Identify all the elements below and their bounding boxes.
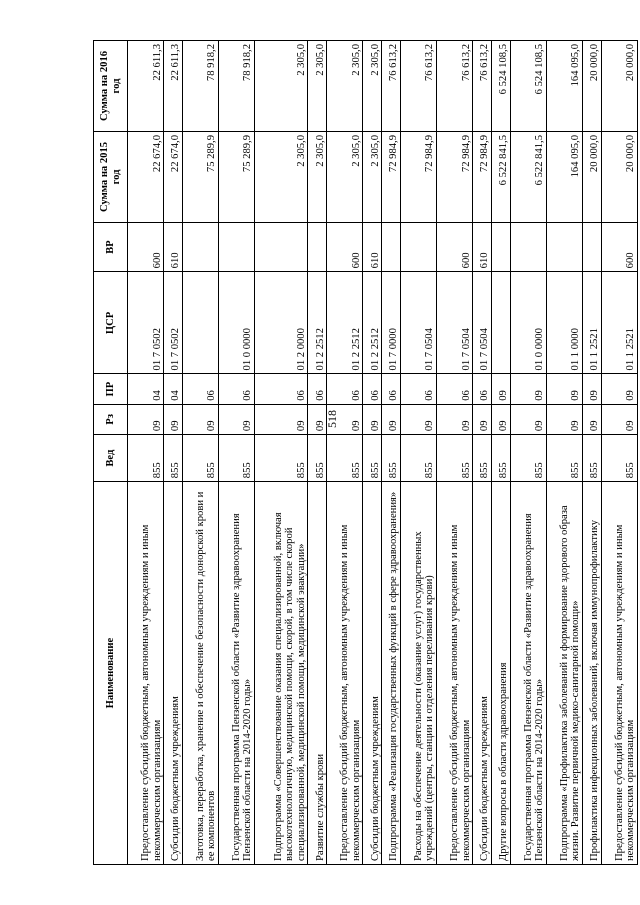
cell-csr: 01 2 0000	[255, 272, 308, 374]
cell-rz: 09	[308, 404, 327, 434]
cell-rz: 09	[327, 404, 363, 434]
cell-rz: 09	[491, 404, 510, 434]
cell-name: Предоставление субсидий бюджетным, автономным учреждениям и иным некоммерческим организациям	[437, 482, 473, 865]
cell-ved: 855	[546, 435, 582, 482]
cell-vr	[491, 222, 510, 271]
cell-sum-2016: 2 305,0	[327, 41, 363, 132]
cell-ved: 855	[255, 435, 308, 482]
cell-rz: 09	[164, 404, 183, 434]
cell-rz: 09	[582, 404, 601, 434]
cell-vr: 610	[164, 222, 183, 271]
cell-sum-2016: 2 305,0	[363, 41, 382, 132]
cell-name: Субсидии бюджетным учреждениям	[363, 482, 382, 865]
cell-rz: 09	[128, 404, 164, 434]
cell-sum-2015: 75 289,9	[182, 132, 218, 223]
cell-ved: 855	[218, 435, 254, 482]
cell-sum-2015: 72 984,9	[437, 132, 473, 223]
cell-name: Заготовка, переработка, хранение и обеспечение безопасности донорской крови и ее компонентов	[182, 482, 218, 865]
cell-sum-2016: 22 611,3	[128, 41, 164, 132]
cell-sum-2015: 75 289,9	[218, 132, 254, 223]
cell-vr: 600	[437, 222, 473, 271]
cell-sum-2016: 78 918,2	[182, 41, 218, 132]
cell-ved: 855	[400, 435, 436, 482]
cell-name: Предоставление субсидий бюджетным, автономным учреждениям и иным некоммерческим организациям	[128, 482, 164, 865]
cell-ved: 855	[182, 435, 218, 482]
cell-sum-2016: 2 305,0	[255, 41, 308, 132]
cell-csr	[182, 272, 218, 374]
cell-csr: 01 2 2512	[327, 272, 363, 374]
cell-rz: 09	[437, 404, 473, 434]
table-row	[400, 41, 436, 865]
cell-sum-2015: 20 000,0	[601, 132, 637, 223]
header-pr: ПР	[94, 374, 128, 404]
cell-name: Предоставление субсидий бюджетным, автономным учреждениям и иным некоммерческим организациям	[601, 482, 637, 865]
cell-sum-2016: 76 613,2	[473, 41, 492, 132]
cell-ved: 855	[582, 435, 601, 482]
cell-rz: 09	[182, 404, 218, 434]
cell-csr: 01 7 0504	[473, 272, 492, 374]
cell-csr: 01 0 0000	[218, 272, 254, 374]
cell-name: Другие вопросы в области здравоохранения	[491, 482, 510, 865]
cell-rz: 09	[601, 404, 637, 434]
cell-vr	[510, 222, 546, 271]
cell-sum-2016: 20 000,0	[582, 41, 601, 132]
cell-pr: 06	[255, 374, 308, 404]
cell-rz: 09	[382, 404, 401, 434]
cell-vr: 600	[128, 222, 164, 271]
cell-vr: 610	[473, 222, 492, 271]
cell-vr: 600	[601, 222, 637, 271]
cell-name: Расходы на обеспечение деятельности (оказание услуг) государственных учреждений (центры, станции и отделения переливания крови)	[400, 482, 436, 865]
cell-name: Государственная программа Пензенской области «Развитие здравоохранения Пензенской области на 2014-2020 годы»	[510, 482, 546, 865]
table-row	[327, 41, 363, 865]
cell-pr: 06	[473, 374, 492, 404]
cell-sum-2016: 164 095,0	[546, 41, 582, 132]
cell-sum-2016: 6 524 108,5	[491, 41, 510, 132]
cell-pr: 09	[601, 374, 637, 404]
table-row	[218, 41, 254, 865]
cell-csr: 01 7 0000	[382, 272, 401, 374]
header-name: Наименование	[94, 482, 128, 865]
cell-ved: 855	[510, 435, 546, 482]
cell-ved: 855	[308, 435, 327, 482]
cell-ved: 855	[601, 435, 637, 482]
table-row	[382, 41, 401, 865]
cell-name: Развитие службы крови	[308, 482, 327, 865]
table-row	[473, 41, 492, 865]
cell-csr: 01 1 2521	[601, 272, 637, 374]
table-row	[546, 41, 582, 865]
cell-sum-2015: 164 095,0	[546, 132, 582, 223]
table-row	[164, 41, 183, 865]
table-row	[363, 41, 382, 865]
page-number: 518	[325, 410, 339, 428]
table-row	[308, 41, 327, 865]
cell-rz: 09	[473, 404, 492, 434]
cell-sum-2015: 22 674,0	[128, 132, 164, 223]
cell-vr	[546, 222, 582, 271]
cell-rz: 09	[546, 404, 582, 434]
cell-csr: 01 2 2512	[363, 272, 382, 374]
budget-table	[93, 40, 638, 865]
cell-pr: 06	[363, 374, 382, 404]
cell-ved: 855	[164, 435, 183, 482]
cell-pr: 04	[164, 374, 183, 404]
cell-name: Субсидии бюджетным учреждениям	[164, 482, 183, 865]
header-sum-2015: Сумма на 2015 год	[94, 132, 128, 223]
cell-ved: 855	[437, 435, 473, 482]
cell-sum-2016: 78 918,2	[218, 41, 254, 132]
table-row	[128, 41, 164, 865]
cell-name: Подпрограмма «Совершенствование оказания специализированной, включая высокотехнологичную, медицинской помощи, скорой, в том числе скорой специализированной, медицинской помощи, медицинской эвакуации»	[255, 482, 308, 865]
table-row	[255, 41, 308, 865]
cell-vr: 610	[363, 222, 382, 271]
cell-sum-2015: 2 305,0	[308, 132, 327, 223]
cell-ved: 855	[382, 435, 401, 482]
cell-csr: 01 7 0502	[164, 272, 183, 374]
cell-sum-2016: 2 305,0	[308, 41, 327, 132]
cell-sum-2015: 2 305,0	[363, 132, 382, 223]
cell-pr: 09	[582, 374, 601, 404]
cell-pr: 06	[437, 374, 473, 404]
table-header-row	[94, 41, 128, 865]
cell-csr: 01 0 0000	[510, 272, 546, 374]
cell-sum-2015: 6 522 841,5	[510, 132, 546, 223]
cell-csr: 01 7 0504	[437, 272, 473, 374]
cell-pr: 06	[218, 374, 254, 404]
cell-pr: 09	[510, 374, 546, 404]
cell-csr: 01 7 0502	[128, 272, 164, 374]
table-row	[601, 41, 637, 865]
cell-vr	[182, 222, 218, 271]
cell-vr	[400, 222, 436, 271]
cell-name: Предоставление субсидий бюджетным, автономным учреждениям и иным некоммерческим организациям	[327, 482, 363, 865]
cell-sum-2016: 76 613,2	[400, 41, 436, 132]
cell-ved: 855	[128, 435, 164, 482]
header-rz: Рз	[94, 404, 128, 434]
cell-ved: 855	[491, 435, 510, 482]
cell-rz: 09	[255, 404, 308, 434]
table-row	[182, 41, 218, 865]
table-row	[510, 41, 546, 865]
cell-ved: 855	[327, 435, 363, 482]
table-row	[491, 41, 510, 865]
cell-sum-2015: 2 305,0	[327, 132, 363, 223]
cell-vr	[255, 222, 308, 271]
cell-rz: 09	[510, 404, 546, 434]
cell-sum-2015: 72 984,9	[400, 132, 436, 223]
header-vr: ВР	[94, 222, 128, 271]
cell-vr	[308, 222, 327, 271]
cell-pr: 06	[327, 374, 363, 404]
cell-sum-2015: 2 305,0	[255, 132, 308, 223]
table-body	[128, 41, 638, 865]
cell-sum-2016: 76 613,2	[382, 41, 401, 132]
cell-csr: 01 1 0000	[546, 272, 582, 374]
cell-name: Подпрограмма «Реализация государственных функций в сфере здравоохранения»	[382, 482, 401, 865]
header-ved: Вед	[94, 435, 128, 482]
cell-name: Подпрограмма «Профилактика заболеваний и формирование здорового образа жизни. Развитие первичной медико-санитарной помощи»	[546, 482, 582, 865]
cell-sum-2015: 20 000,0	[582, 132, 601, 223]
cell-ved: 855	[473, 435, 492, 482]
cell-rz: 09	[363, 404, 382, 434]
cell-sum-2015: 6 522 841,5	[491, 132, 510, 223]
cell-pr: 06	[382, 374, 401, 404]
cell-ved: 855	[363, 435, 382, 482]
table-row	[437, 41, 473, 865]
cell-sum-2016: 76 613,2	[437, 41, 473, 132]
cell-name: Государственная программа Пензенской области «Развитие здравоохранения Пензенской области на 2014-2020 годы»	[218, 482, 254, 865]
cell-sum-2015: 72 984,9	[473, 132, 492, 223]
cell-sum-2016: 6 524 108,5	[510, 41, 546, 132]
cell-sum-2015: 22 674,0	[164, 132, 183, 223]
cell-vr	[582, 222, 601, 271]
cell-pr: 06	[400, 374, 436, 404]
cell-csr: 01 1 2521	[582, 272, 601, 374]
cell-vr: 600	[327, 222, 363, 271]
cell-pr: 06	[182, 374, 218, 404]
table-row	[582, 41, 601, 865]
cell-csr	[491, 272, 510, 374]
cell-pr: 06	[308, 374, 327, 404]
cell-vr	[382, 222, 401, 271]
cell-pr: 04	[128, 374, 164, 404]
cell-name: Профилактика инфекционных заболеваний, включая иммунопрофилактику	[582, 482, 601, 865]
cell-sum-2016: 22 611,3	[164, 41, 183, 132]
rotated-page-content	[93, 40, 638, 865]
cell-name: Субсидии бюджетным учреждениям	[473, 482, 492, 865]
cell-rz: 09	[218, 404, 254, 434]
cell-sum-2015: 72 984,9	[382, 132, 401, 223]
cell-csr: 01 2 2512	[308, 272, 327, 374]
cell-vr	[218, 222, 254, 271]
cell-sum-2016: 20 000,0	[601, 41, 637, 132]
cell-rz: 09	[400, 404, 436, 434]
cell-csr: 01 7 0504	[400, 272, 436, 374]
header-sum-2016: Сумма на 2016 год	[94, 41, 128, 132]
cell-pr: 09	[546, 374, 582, 404]
cell-pr: 09	[491, 374, 510, 404]
header-csr: ЦСР	[94, 272, 128, 374]
